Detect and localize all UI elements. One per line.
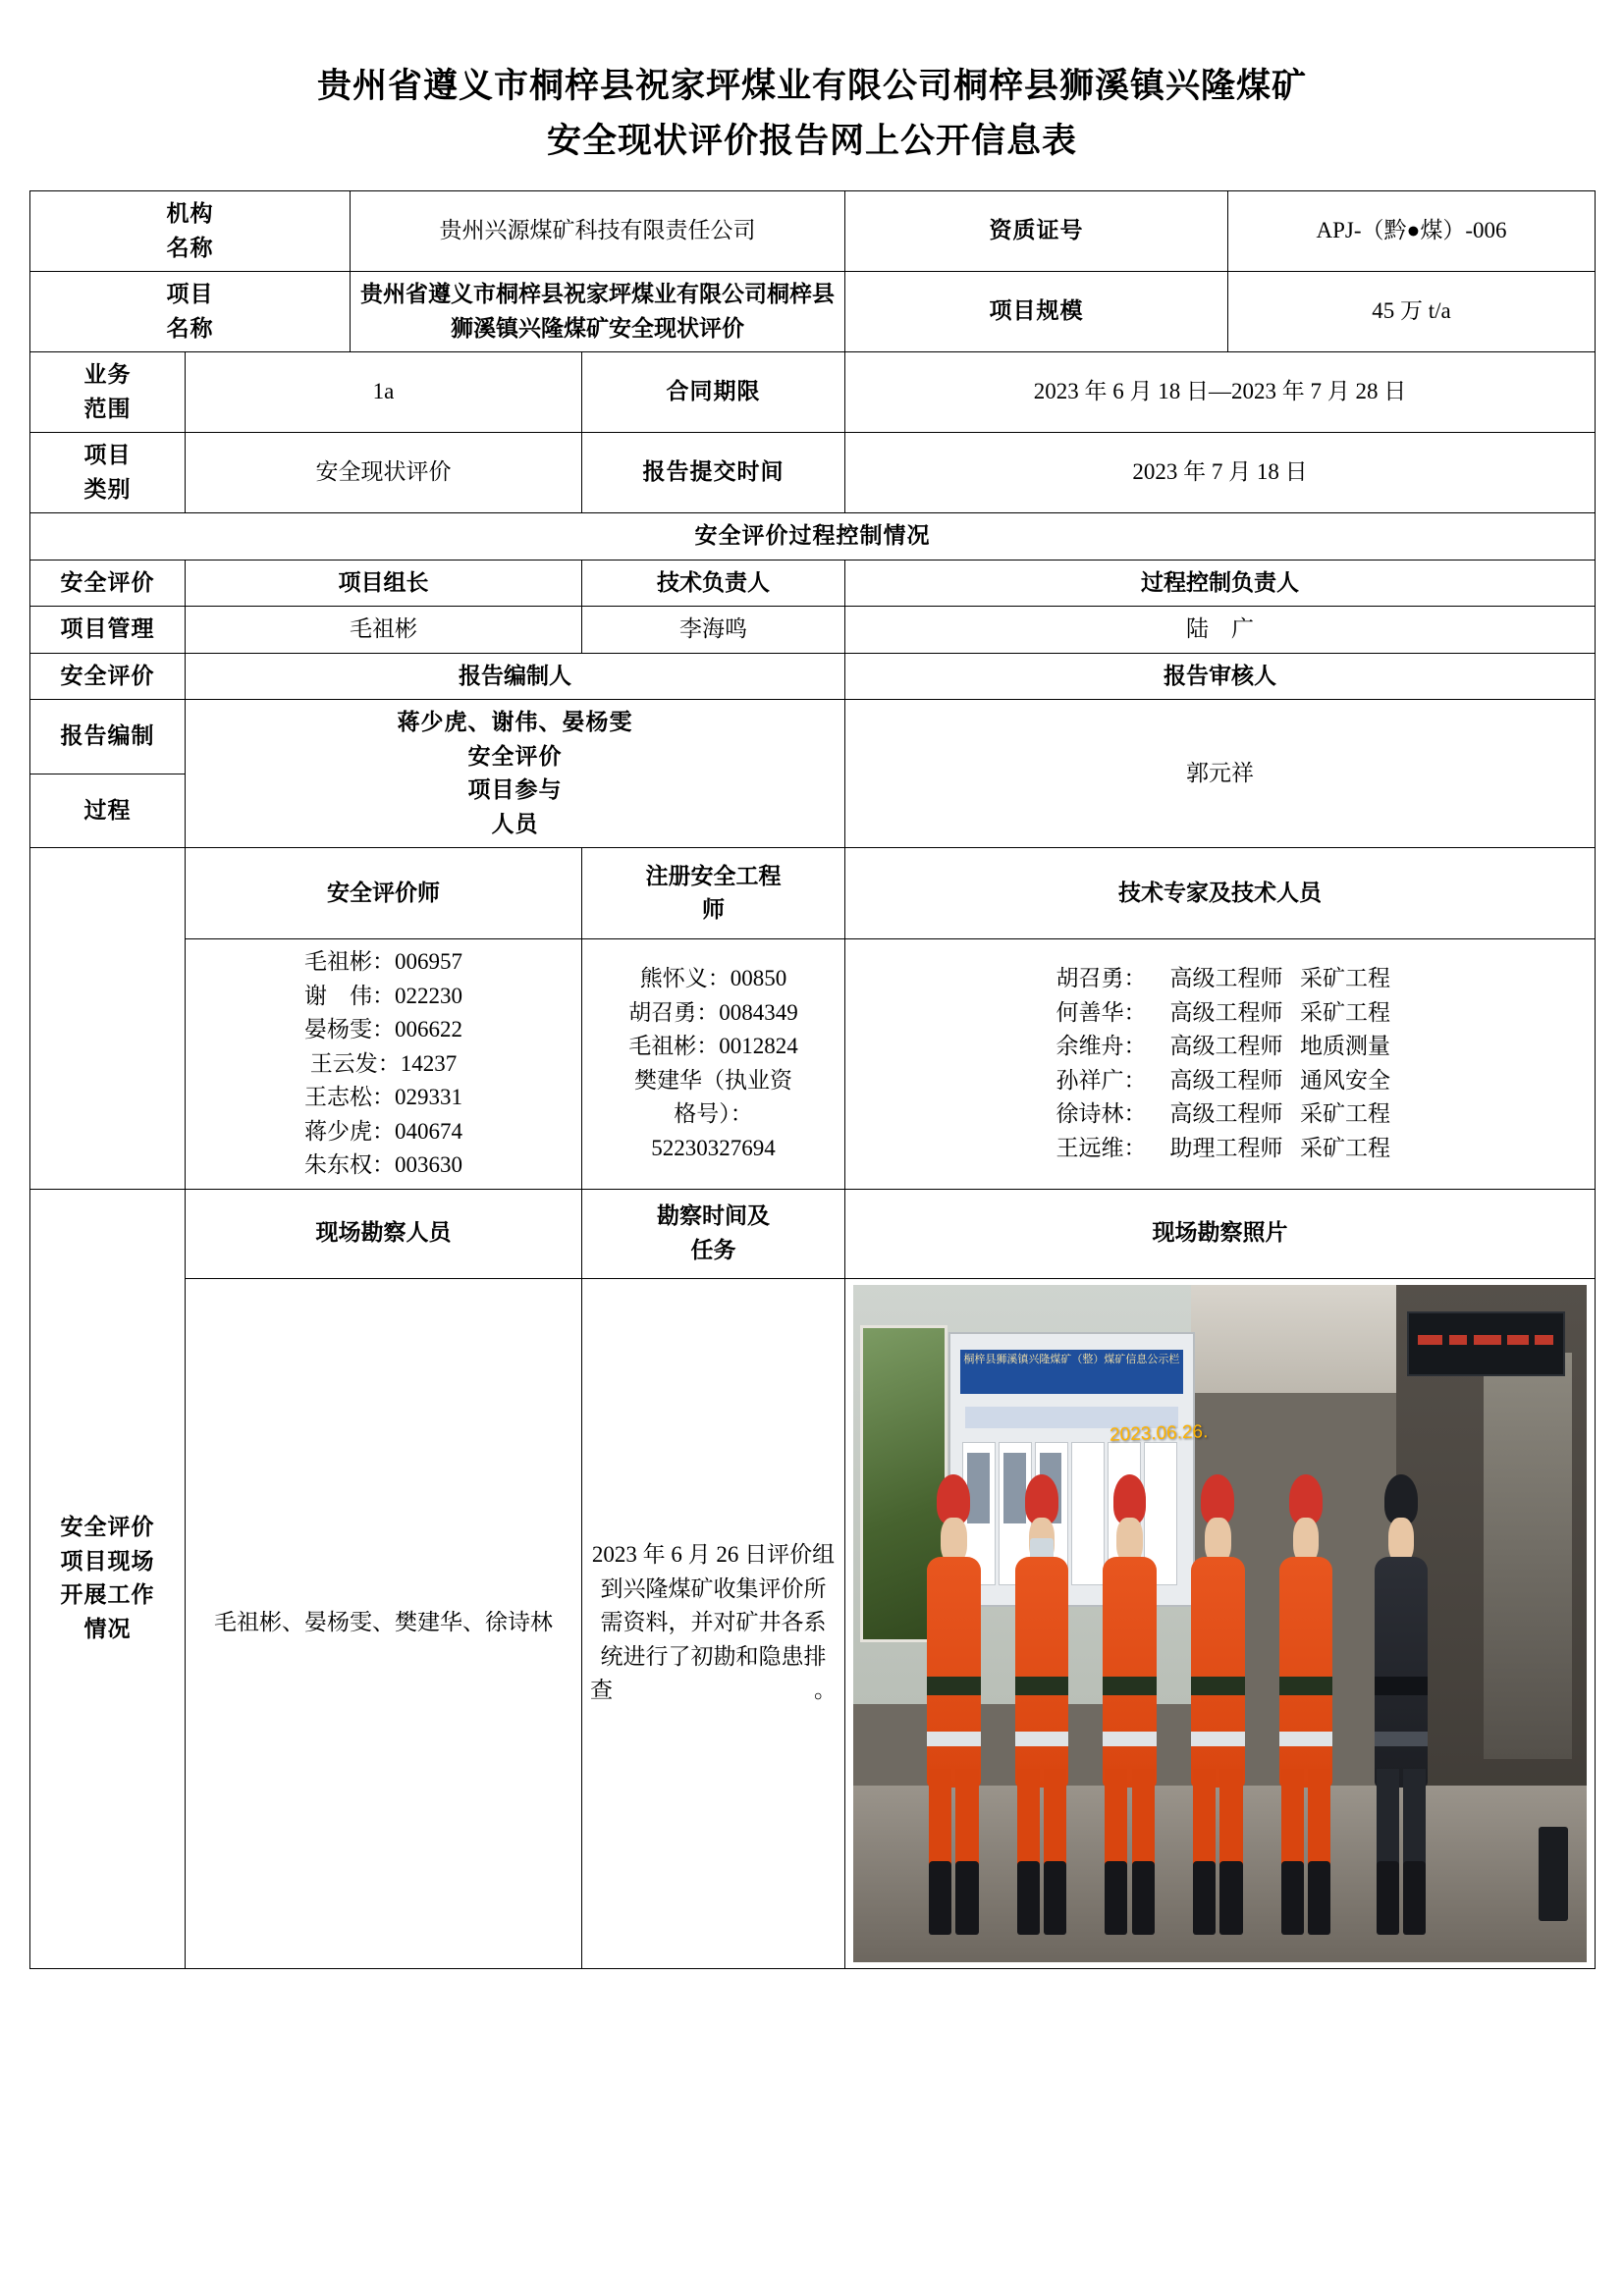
photo-person	[919, 1474, 988, 1935]
expert-title: 高级工程师	[1169, 1101, 1283, 1127]
project-scale-value: 45 万 t/a	[1228, 272, 1596, 352]
list-item	[853, 1064, 1587, 1098]
list-item	[853, 1097, 1587, 1132]
notice-board-title: 桐梓县狮溪镇兴隆煤矿（整）煤矿信息公示栏	[960, 1350, 1183, 1393]
site-work-side-label-line3: 开展工作	[60, 1582, 155, 1607]
assessor-header: 安全评价师	[186, 848, 582, 939]
table-row	[30, 433, 1596, 513]
expert-field: 通风安全	[1300, 1067, 1390, 1093]
assessor-code: 029331	[395, 1085, 462, 1109]
assessor-list	[186, 939, 582, 1190]
photo-corridor	[1484, 1353, 1572, 1759]
info-table	[29, 190, 1596, 1969]
project-type-value: 安全现状评价	[186, 433, 582, 513]
table-row	[30, 700, 1596, 774]
table-row	[30, 191, 1596, 272]
tech-lead-value: 李海鸣	[582, 607, 845, 654]
expert-field: 采矿工程	[1300, 1135, 1390, 1160]
project-type-label-line2: 类别	[83, 476, 132, 502]
participants-side-label-line2: 项目参与	[467, 777, 563, 802]
assessor-code: 006957	[395, 949, 462, 974]
task-header-line1: 勘察时间及	[657, 1203, 770, 1228]
surveyor-header: 现场勘察人员	[186, 1189, 582, 1278]
submit-time-value: 2023 年 7 月 18 日	[845, 433, 1596, 513]
expert-name: 余维舟：	[1056, 1034, 1147, 1059]
table-row	[30, 1189, 1596, 1278]
participants-side-label-line3: 人员	[491, 811, 539, 836]
mgmt-label-line2: 项目管理	[30, 607, 186, 654]
page-title	[135, 59, 1489, 169]
expert-title: 高级工程师	[1169, 1067, 1283, 1093]
contract-period-value: 2023 年 6 月 18 日—2023 年 7 月 28 日	[845, 352, 1596, 433]
photo-person	[1367, 1474, 1435, 1935]
list-item: 52230327694	[651, 1135, 776, 1160]
registered-header-line2: 师	[702, 897, 725, 922]
task-header-line2: 任务	[690, 1237, 736, 1262]
table-row	[30, 513, 1596, 561]
team-leader-value: 毛祖彬	[186, 607, 582, 654]
task-value: 2023 年 6 月 26 日评价组到兴隆煤矿收集评价所需资料，并对矿井各系统进行了初勘和隐患排查。	[582, 1278, 845, 1968]
cert-label: 资质证号	[845, 191, 1228, 272]
experts-header: 技术专家及技术人员	[845, 848, 1596, 939]
assessor-name: 王志松：	[304, 1085, 395, 1109]
expert-field: 采矿工程	[1300, 999, 1390, 1025]
cert-value: APJ-（黔●煤）-006	[1228, 191, 1596, 272]
project-type-label	[30, 433, 186, 513]
compile-label-line1: 安全评价	[30, 653, 186, 700]
photo-person	[1096, 1474, 1164, 1935]
list-item	[193, 1013, 573, 1047]
expert-field: 地质测量	[1300, 1034, 1390, 1059]
expert-title: 助理工程师	[1169, 1135, 1283, 1160]
compile-label-line3: 过程	[30, 774, 186, 848]
list-item: 熊怀义：00850	[639, 966, 787, 991]
table-row	[30, 272, 1596, 352]
site-work-side-label-line1: 安全评价	[60, 1515, 155, 1539]
assessor-name: 朱东权：	[304, 1152, 395, 1177]
page-title-line-2: 安全现状评价报告网上公开信息表	[546, 122, 1077, 160]
table-row	[30, 1278, 1596, 1968]
expert-title: 高级工程师	[1169, 1034, 1283, 1059]
list-item: 樊建华（执业资	[634, 1067, 792, 1093]
expert-field: 采矿工程	[1300, 966, 1390, 991]
site-survey-photo-cell	[845, 1278, 1596, 1968]
assessor-code: 003630	[395, 1152, 462, 1177]
list-item	[853, 1030, 1587, 1064]
list-item: 毛祖彬：0012824	[628, 1034, 798, 1059]
list-item: 格号）：	[674, 1101, 753, 1127]
registered-header	[582, 848, 845, 939]
project-name-label	[30, 272, 351, 352]
project-type-label-line1: 项目	[83, 443, 132, 467]
site-survey-photo	[853, 1285, 1587, 1962]
list-item	[853, 962, 1587, 996]
table-row	[30, 352, 1596, 433]
participants-side-label-line1: 安全评价	[467, 743, 563, 769]
expert-name: 何善华：	[1056, 999, 1147, 1025]
expert-name: 胡召勇：	[1056, 966, 1147, 991]
registered-header-line1: 注册安全工程	[645, 863, 782, 888]
table-row	[30, 848, 1596, 939]
site-work-side-label-line4: 情况	[83, 1616, 132, 1641]
submit-time-label: 报告提交时间	[582, 433, 845, 513]
site-work-side-label	[30, 1189, 186, 1968]
assessor-name: 晏杨雯：	[304, 1017, 395, 1041]
expert-name: 王远维：	[1056, 1135, 1147, 1160]
assessor-code: 14237	[400, 1050, 458, 1076]
mgmt-label-line1: 安全评价	[30, 560, 186, 607]
photo-led-sign	[1407, 1311, 1565, 1376]
assessor-code: 022230	[395, 983, 462, 1008]
business-scope-label	[30, 352, 186, 433]
photo-header: 现场勘察照片	[845, 1189, 1596, 1278]
assessor-code: 040674	[395, 1118, 462, 1144]
expert-list	[845, 939, 1596, 1190]
list-item	[193, 980, 573, 1014]
table-row	[30, 939, 1596, 1190]
photo-person	[1272, 1474, 1340, 1935]
org-name-label-line1: 机构	[166, 201, 214, 226]
assessor-name: 蒋少虎：	[304, 1118, 395, 1144]
expert-field: 采矿工程	[1300, 1101, 1390, 1127]
writer-label: 报告编制人	[186, 653, 845, 700]
list-item	[193, 1047, 573, 1082]
task-header	[582, 1189, 845, 1278]
table-row	[30, 607, 1596, 654]
process-control-value: 陆 广	[845, 607, 1596, 654]
business-scope-label-line1: 业务	[83, 362, 132, 387]
expert-title: 高级工程师	[1169, 966, 1283, 991]
org-name-label	[30, 191, 351, 272]
photo-bag	[1539, 1827, 1568, 1922]
assessor-name: 谢 伟：	[304, 983, 395, 1008]
business-scope-value: 1a	[186, 352, 582, 433]
photo-date-stamp: 2023.06.26.	[1110, 1420, 1210, 1446]
team-leader-label: 项目组长	[186, 560, 582, 607]
expert-name: 徐诗林：	[1056, 1101, 1147, 1127]
surveyors-value: 毛祖彬、晏杨雯、樊建华、徐诗林	[186, 1278, 582, 1968]
business-scope-label-line2: 范围	[83, 396, 132, 421]
compile-label-line2: 报告编制	[30, 700, 186, 774]
list-item	[193, 1081, 573, 1115]
expert-name: 孙祥广：	[1056, 1067, 1147, 1093]
org-name-label-line2: 名称	[166, 235, 214, 260]
reviewer-value: 郭元祥	[845, 700, 1596, 848]
project-name-label-line1: 项目	[166, 282, 214, 306]
assessor-code: 006622	[395, 1017, 462, 1041]
page-title-line-1: 贵州省遵义市桐梓县祝家坪煤业有限公司桐梓县狮溪镇兴隆煤矿	[316, 67, 1307, 105]
site-work-side-label-line2: 项目现场	[60, 1548, 155, 1574]
list-item	[853, 1132, 1587, 1166]
list-item	[193, 1148, 573, 1183]
tech-lead-label: 技术负责人	[582, 560, 845, 607]
process-section-header: 安全评价过程控制情况	[30, 513, 1596, 561]
project-scale-label: 项目规模	[845, 272, 1228, 352]
assessor-name: 王云发：	[309, 1050, 401, 1076]
list-item: 胡召勇：0084349	[628, 999, 798, 1025]
process-control-label: 过程控制负责人	[845, 560, 1596, 607]
registered-engineer-list	[582, 939, 845, 1190]
assessor-name: 毛祖彬：	[304, 949, 395, 974]
photo-person	[1183, 1474, 1252, 1935]
list-item	[193, 945, 573, 980]
expert-title: 高级工程师	[1169, 999, 1283, 1025]
photo-person	[1007, 1474, 1076, 1935]
reviewer-label: 报告审核人	[845, 653, 1596, 700]
list-item	[193, 1115, 573, 1149]
table-row	[30, 560, 1596, 607]
org-name-value: 贵州兴源煤矿科技有限责任公司	[351, 191, 845, 272]
contract-period-label: 合同期限	[582, 352, 845, 433]
participants-side-label: 蒋少虎、谢伟、晏杨雯 安全评价 项目参与 人员	[186, 700, 845, 848]
list-item	[853, 996, 1587, 1031]
project-name-value: 贵州省遵义市桐梓县祝家坪煤业有限公司桐梓县狮溪镇兴隆煤矿安全现状评价	[351, 272, 845, 352]
table-row	[30, 653, 1596, 700]
project-name-label-line2: 名称	[166, 315, 214, 341]
